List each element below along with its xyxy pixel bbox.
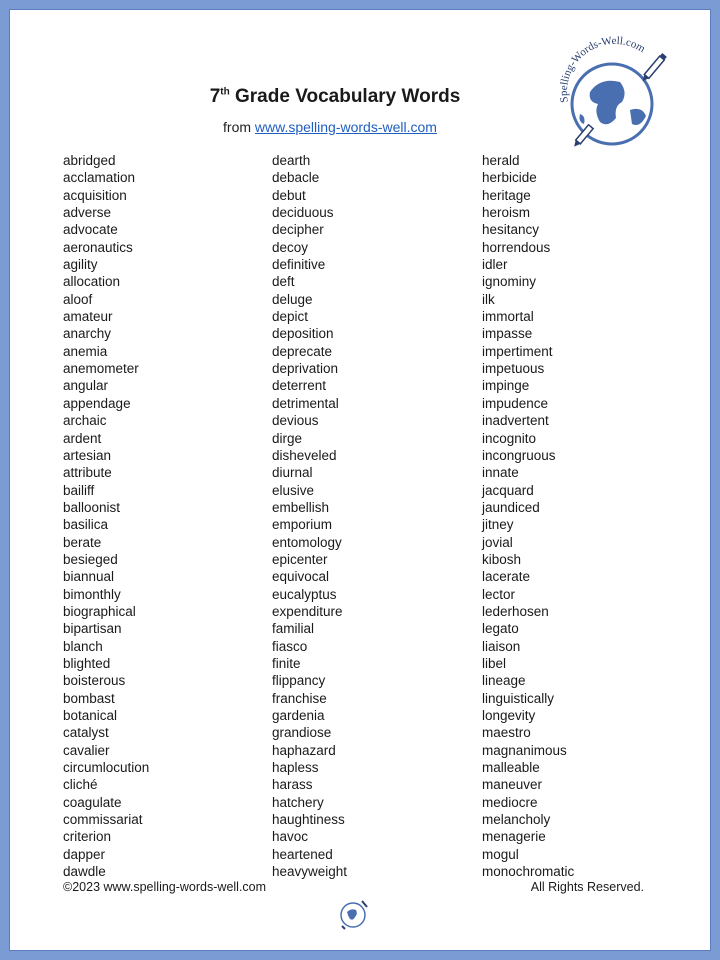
vocab-word: agility [63, 257, 98, 273]
vocab-word: jaundiced [482, 499, 540, 515]
word-column-1 [63, 152, 149, 880]
vocab-word: anemia [63, 343, 108, 359]
vocab-word: haughtiness [272, 812, 345, 828]
vocab-word: menagerie [482, 829, 546, 845]
vocab-word: magnanimous [482, 742, 567, 758]
vocab-word: deprecate [272, 343, 333, 359]
vocab-word: elusive [272, 482, 315, 498]
vocab-word: jovial [482, 534, 513, 550]
vocab-word: maestro [482, 725, 531, 741]
vocab-word: immortal [482, 309, 534, 325]
vocab-word: finite [272, 655, 301, 671]
vocab-word: malleable [482, 760, 540, 776]
vocab-word: definitive [272, 257, 326, 273]
worksheet-page [9, 9, 711, 951]
vocab-word: jacquard [482, 482, 534, 498]
vocab-word: incognito [482, 430, 537, 446]
vocab-word: archaic [63, 413, 107, 429]
vocab-word: ilk [482, 291, 495, 307]
vocab-word: deluge [272, 291, 313, 307]
vocab-word: lacerate [482, 569, 531, 585]
vocab-word: bailiff [63, 482, 95, 498]
vocab-word: depict [272, 309, 309, 325]
source-link[interactable]: www.spelling-words-well.com [254, 119, 437, 135]
vocab-word: longevity [482, 708, 536, 723]
vocab-word: legato [482, 621, 519, 637]
copyright-text: ©2023 www.spelling-words-well.com [63, 880, 267, 894]
vocab-word: decoy [272, 239, 309, 255]
word-column-2 [272, 152, 347, 880]
vocab-word: epicenter [272, 551, 328, 567]
footer-globe-icon [336, 896, 372, 932]
vocab-word: catalyst [63, 725, 109, 741]
vocab-word: ardent [63, 430, 102, 446]
vocab-word: deft [272, 274, 295, 290]
source-line: from www.spelling-words-well.com [223, 119, 437, 135]
vocab-word: commissariat [63, 812, 143, 828]
vocab-word: impinge [482, 378, 530, 394]
logo-text: Spelling-Words-Well.com [557, 34, 648, 104]
vocab-word: aloof [63, 291, 93, 307]
page-title: 7th Grade Vocabulary Words [209, 86, 461, 107]
vocab-word: balloonist [63, 499, 121, 515]
vocab-word: decipher [272, 222, 324, 238]
vocab-word: acclamation [63, 170, 136, 186]
vocab-word: botanical [63, 708, 118, 723]
vocab-word: harass [272, 777, 313, 793]
vocab-word: artesian [63, 447, 112, 463]
vocab-word: deposition [272, 326, 334, 342]
vocab-word: deprivation [272, 361, 339, 377]
vocab-word: heartened [272, 846, 333, 862]
vocab-word: blanch [63, 638, 103, 654]
vocab-word: melancholy [482, 812, 551, 828]
vocab-word: aeronautics [63, 239, 133, 255]
vocab-word: amateur [63, 309, 113, 325]
vocab-word: biannual [63, 569, 115, 585]
vocab-word: dearth [272, 153, 311, 168]
vocab-word: appendage [63, 395, 131, 411]
vocab-word: monochromatic [482, 864, 575, 880]
word-column-3 [482, 152, 574, 880]
vocab-word: gardenia [272, 708, 325, 723]
vocab-word: grandiose [272, 725, 332, 741]
vocab-word: abridged [63, 153, 116, 168]
vocab-word: herbicide [482, 170, 537, 186]
vocab-word: impetuous [482, 361, 545, 377]
vocab-word: dapper [63, 846, 106, 862]
vocab-word: criterion [63, 829, 112, 845]
vocab-word: maneuver [482, 777, 543, 793]
vocab-word: angular [63, 378, 109, 394]
vocab-word: blighted [63, 655, 111, 671]
vocab-word: circumlocution [63, 760, 150, 776]
vocab-word: dawdle [63, 864, 106, 880]
vocab-word: attribute [63, 465, 112, 481]
vocab-word: ignominy [482, 274, 537, 290]
vocab-word: eucalyptus [272, 586, 337, 602]
vocab-word: liaison [482, 638, 521, 654]
vocab-word: mediocre [482, 794, 538, 810]
vocab-word: boisterous [63, 673, 126, 689]
vocab-word: anarchy [63, 326, 112, 342]
vocab-word: basilica [63, 517, 109, 533]
vocab-word: besieged [63, 551, 118, 567]
vocab-word: hapless [272, 760, 319, 776]
rights-text: All Rights Reserved. [530, 880, 644, 894]
vocab-word: lederhosen [482, 603, 549, 619]
vocab-word: bombast [63, 690, 115, 706]
vocab-word: detrimental [272, 395, 339, 411]
vocab-word: haphazard [272, 742, 336, 758]
vocab-word: heritage [482, 187, 531, 203]
vocab-word: horrendous [482, 239, 551, 255]
vocab-word: impertiment [482, 343, 553, 359]
vocab-word: familial [272, 621, 315, 637]
vocab-word: cliché [63, 777, 98, 793]
vocab-word: herald [482, 153, 520, 168]
vocab-word: biographical [63, 603, 136, 619]
vocab-word: libel [482, 655, 507, 671]
vocab-word: incongruous [482, 447, 556, 463]
vocab-word: idler [482, 257, 508, 273]
vocab-word: heavyweight [272, 864, 348, 880]
vocab-word: diurnal [272, 465, 313, 481]
vocab-word: cavalier [63, 742, 110, 758]
vocab-word: flippancy [272, 673, 326, 689]
vocab-word: entomology [272, 534, 342, 550]
vocab-word: innate [482, 465, 519, 481]
vocab-word: inadvertent [482, 413, 549, 429]
vocab-word: jitney [482, 517, 514, 533]
vocab-word: debacle [272, 170, 320, 186]
vocab-word: heroism [482, 205, 531, 221]
vocab-word: franchise [272, 690, 327, 706]
vocab-word: linguistically [482, 690, 555, 706]
vocab-word: mogul [482, 846, 519, 862]
vocab-word: deciduous [272, 205, 334, 221]
vocab-word: havoc [272, 829, 309, 845]
vocab-word: emporium [272, 517, 333, 533]
vocab-word: debut [272, 187, 306, 203]
vocab-word: advocate [63, 222, 118, 238]
vocab-word: acquisition [63, 187, 127, 203]
vocab-word: kibosh [482, 551, 522, 567]
vocab-word: hesitancy [482, 222, 540, 238]
vocab-word: bipartisan [63, 621, 122, 637]
vocab-word: impasse [482, 326, 533, 342]
vocab-word: coagulate [63, 794, 122, 810]
vocab-word: fiasco [272, 638, 308, 654]
vocab-word: equivocal [272, 569, 330, 585]
vocab-word: berate [63, 534, 102, 550]
vocab-word: adverse [63, 205, 112, 221]
vocab-word: deterrent [272, 378, 327, 394]
vocab-word: dirge [272, 430, 303, 446]
vocab-word: embellish [272, 499, 330, 515]
vocab-word: disheveled [272, 447, 337, 463]
vocab-word: bimonthly [63, 586, 121, 602]
vocab-word: impudence [482, 395, 549, 411]
vocab-word: allocation [63, 274, 121, 290]
vocab-word: devious [272, 413, 319, 429]
vocab-word: expenditure [272, 603, 343, 619]
vocab-word: lineage [482, 673, 526, 689]
vocab-word: lector [482, 586, 516, 602]
vocab-word: anemometer [63, 361, 139, 377]
vocab-word: hatchery [272, 794, 324, 810]
